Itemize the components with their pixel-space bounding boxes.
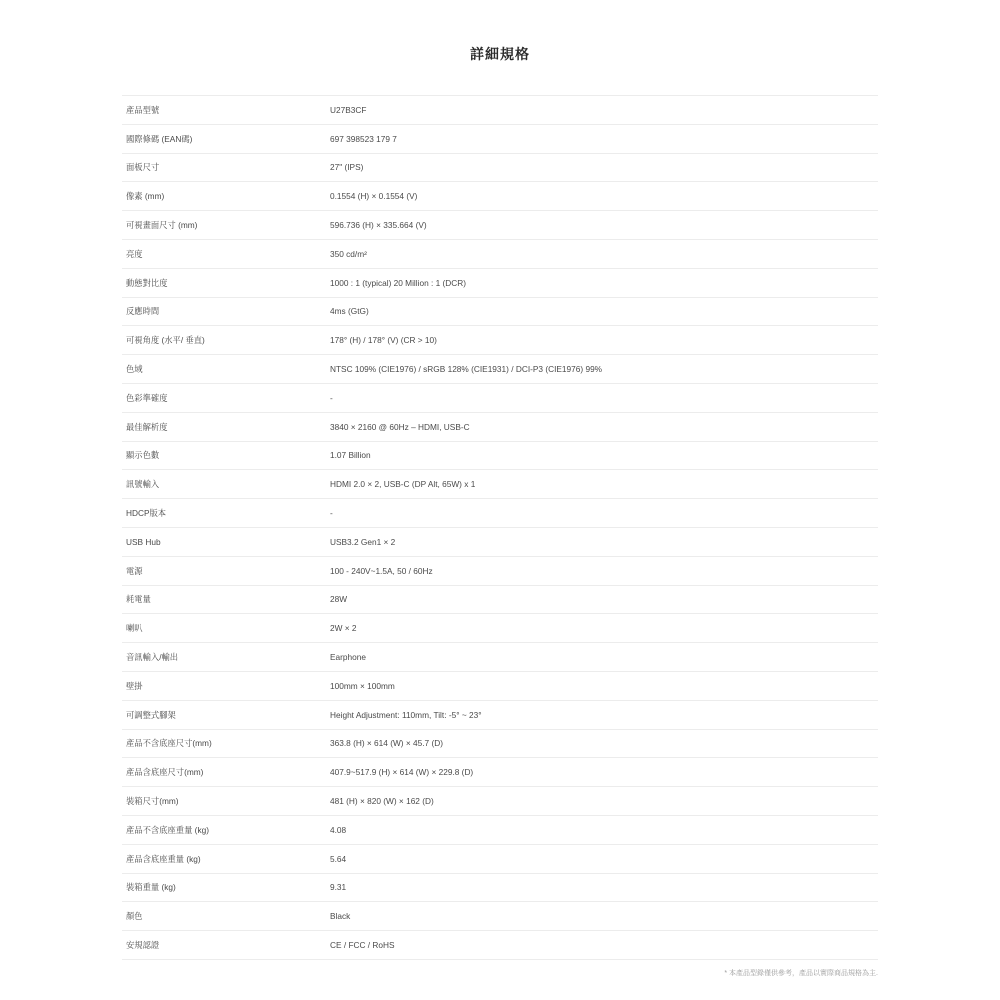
page-title: 詳細規格 <box>470 46 530 62</box>
spec-label: 動態對比度 <box>126 277 168 288</box>
spec-label: 可視角度 (水平/ 垂直) <box>126 335 205 346</box>
spec-value: 100mm × 100mm <box>330 680 395 691</box>
spec-value: - <box>330 392 333 403</box>
spec-value: - <box>330 508 333 519</box>
spec-row <box>122 240 878 269</box>
spec-label: 產品型號 <box>126 104 160 115</box>
spec-label: 可調整式腳架 <box>126 709 176 720</box>
spec-value: 3840 × 2160 @ 60Hz – HDMI, USB-C <box>330 421 470 432</box>
spec-row <box>122 413 878 442</box>
spec-row <box>122 470 878 499</box>
spec-row <box>122 125 878 154</box>
spec-value: 596.736 (H) × 335.664 (V) <box>330 220 427 231</box>
spec-row <box>122 586 878 615</box>
spec-value: Earphone <box>330 652 366 663</box>
spec-row <box>122 154 878 183</box>
spec-value: 407.9~517.9 (H) × 614 (W) × 229.8 (D) <box>330 767 474 778</box>
spec-row <box>122 614 878 643</box>
spec-label: 安規認證 <box>126 940 160 950</box>
spec-value: 27" (IPS) <box>330 162 364 173</box>
spec-label: 像素 (mm) <box>126 191 165 202</box>
spec-label: 產品含底座重量 (kg) <box>126 853 201 864</box>
spec-row <box>122 384 878 413</box>
spec-label: USB Hub <box>126 536 161 547</box>
spec-row <box>122 499 878 528</box>
spec-row <box>122 96 878 125</box>
spec-value: 9.31 <box>330 882 347 893</box>
spec-label: 耗電量 <box>126 594 151 605</box>
spec-label: 亮度 <box>126 248 143 259</box>
spec-value: 481 (H) × 820 (W) × 162 (D) <box>330 796 434 807</box>
spec-row <box>122 355 878 384</box>
spec-row <box>122 672 878 701</box>
spec-value: HDMI 2.0 × 2, USB-C (DP Alt, 65W) x 1 <box>330 479 476 490</box>
spec-row <box>122 442 878 471</box>
spec-value: U27B3CF <box>330 104 367 115</box>
spec-label: 電源 <box>126 565 143 576</box>
spec-label: 色域 <box>126 364 143 375</box>
spec-value: 4ms (GtG) <box>330 306 369 317</box>
spec-value: 2W × 2 <box>330 623 357 634</box>
spec-value: 178° (H) / 178° (V) (CR > 10) <box>330 335 437 346</box>
spec-label: 國際條碼 (EAN碼) <box>126 133 193 144</box>
spec-table <box>122 95 878 960</box>
spec-row <box>122 326 878 355</box>
spec-value: 28W <box>330 594 348 605</box>
spec-label: 可視畫面尺寸 (mm) <box>126 220 198 231</box>
spec-row <box>122 557 878 586</box>
spec-row <box>122 211 878 240</box>
spec-label: 面板尺寸 <box>126 162 160 173</box>
spec-value: Black <box>330 911 351 922</box>
spec-value: 0.1554 (H) × 0.1554 (V) <box>330 191 418 202</box>
spec-label: 產品不含底座重量 (kg) <box>126 824 209 835</box>
spec-row <box>122 528 878 557</box>
spec-label: 色彩準確度 <box>126 392 168 403</box>
spec-value: 100 - 240V~1.5A, 50 / 60Hz <box>330 565 433 576</box>
spec-row <box>122 298 878 327</box>
spec-label: 裝箱重量 (kg) <box>126 882 176 893</box>
spec-row <box>122 931 878 960</box>
spec-value: CE / FCC / RoHS <box>330 940 395 950</box>
spec-row <box>122 902 878 931</box>
spec-value: NTSC 109% (CIE1976) / sRGB 128% (CIE1931) / DCI-P3 (CIE1976) 99% <box>330 364 603 375</box>
spec-row <box>122 182 878 211</box>
spec-label: 音訊輸入/輸出 <box>126 652 179 663</box>
spec-label: 反應時間 <box>126 306 160 317</box>
spec-value: 350 cd/m² <box>330 248 367 259</box>
spec-value: 363.8 (H) × 614 (W) × 45.7 (D) <box>330 738 443 749</box>
spec-value: 697 398523 179 7 <box>330 133 397 144</box>
spec-row <box>122 730 878 759</box>
spec-row <box>122 816 878 845</box>
spec-label: 壁掛 <box>126 680 143 691</box>
spec-row <box>122 643 878 672</box>
spec-value: 1.07 Billion <box>330 450 371 461</box>
spec-row <box>122 269 878 298</box>
spec-value: USB3.2 Gen1 × 2 <box>330 536 396 547</box>
spec-value: Height Adjustment: 110mm, Tilt: -5° ~ 23° <box>330 709 482 720</box>
disclaimer-note: * 本產品型錄僅供參考，產品以實際商品規格為主. <box>724 970 878 977</box>
spec-label: 最佳解析度 <box>126 421 168 432</box>
spec-label: 顏色 <box>126 911 143 922</box>
spec-row <box>122 845 878 874</box>
spec-value: 5.64 <box>330 853 347 864</box>
spec-label: 訊號輸入 <box>126 479 160 490</box>
spec-value: 4.08 <box>330 824 347 835</box>
spec-label: 喇叭 <box>126 623 143 634</box>
spec-label: 顯示色數 <box>126 450 160 461</box>
spec-label: 產品不含底座尺寸(mm) <box>126 738 212 749</box>
spec-row <box>122 787 878 816</box>
spec-row <box>122 701 878 730</box>
spec-row <box>122 874 878 903</box>
spec-value: 1000 : 1 (typical) 20 Million : 1 (DCR) <box>330 277 467 288</box>
spec-label: 裝箱尺寸(mm) <box>126 796 179 807</box>
spec-row <box>122 758 878 787</box>
spec-label: HDCP版本 <box>126 508 167 519</box>
spec-label: 產品含底座尺寸(mm) <box>126 767 204 778</box>
